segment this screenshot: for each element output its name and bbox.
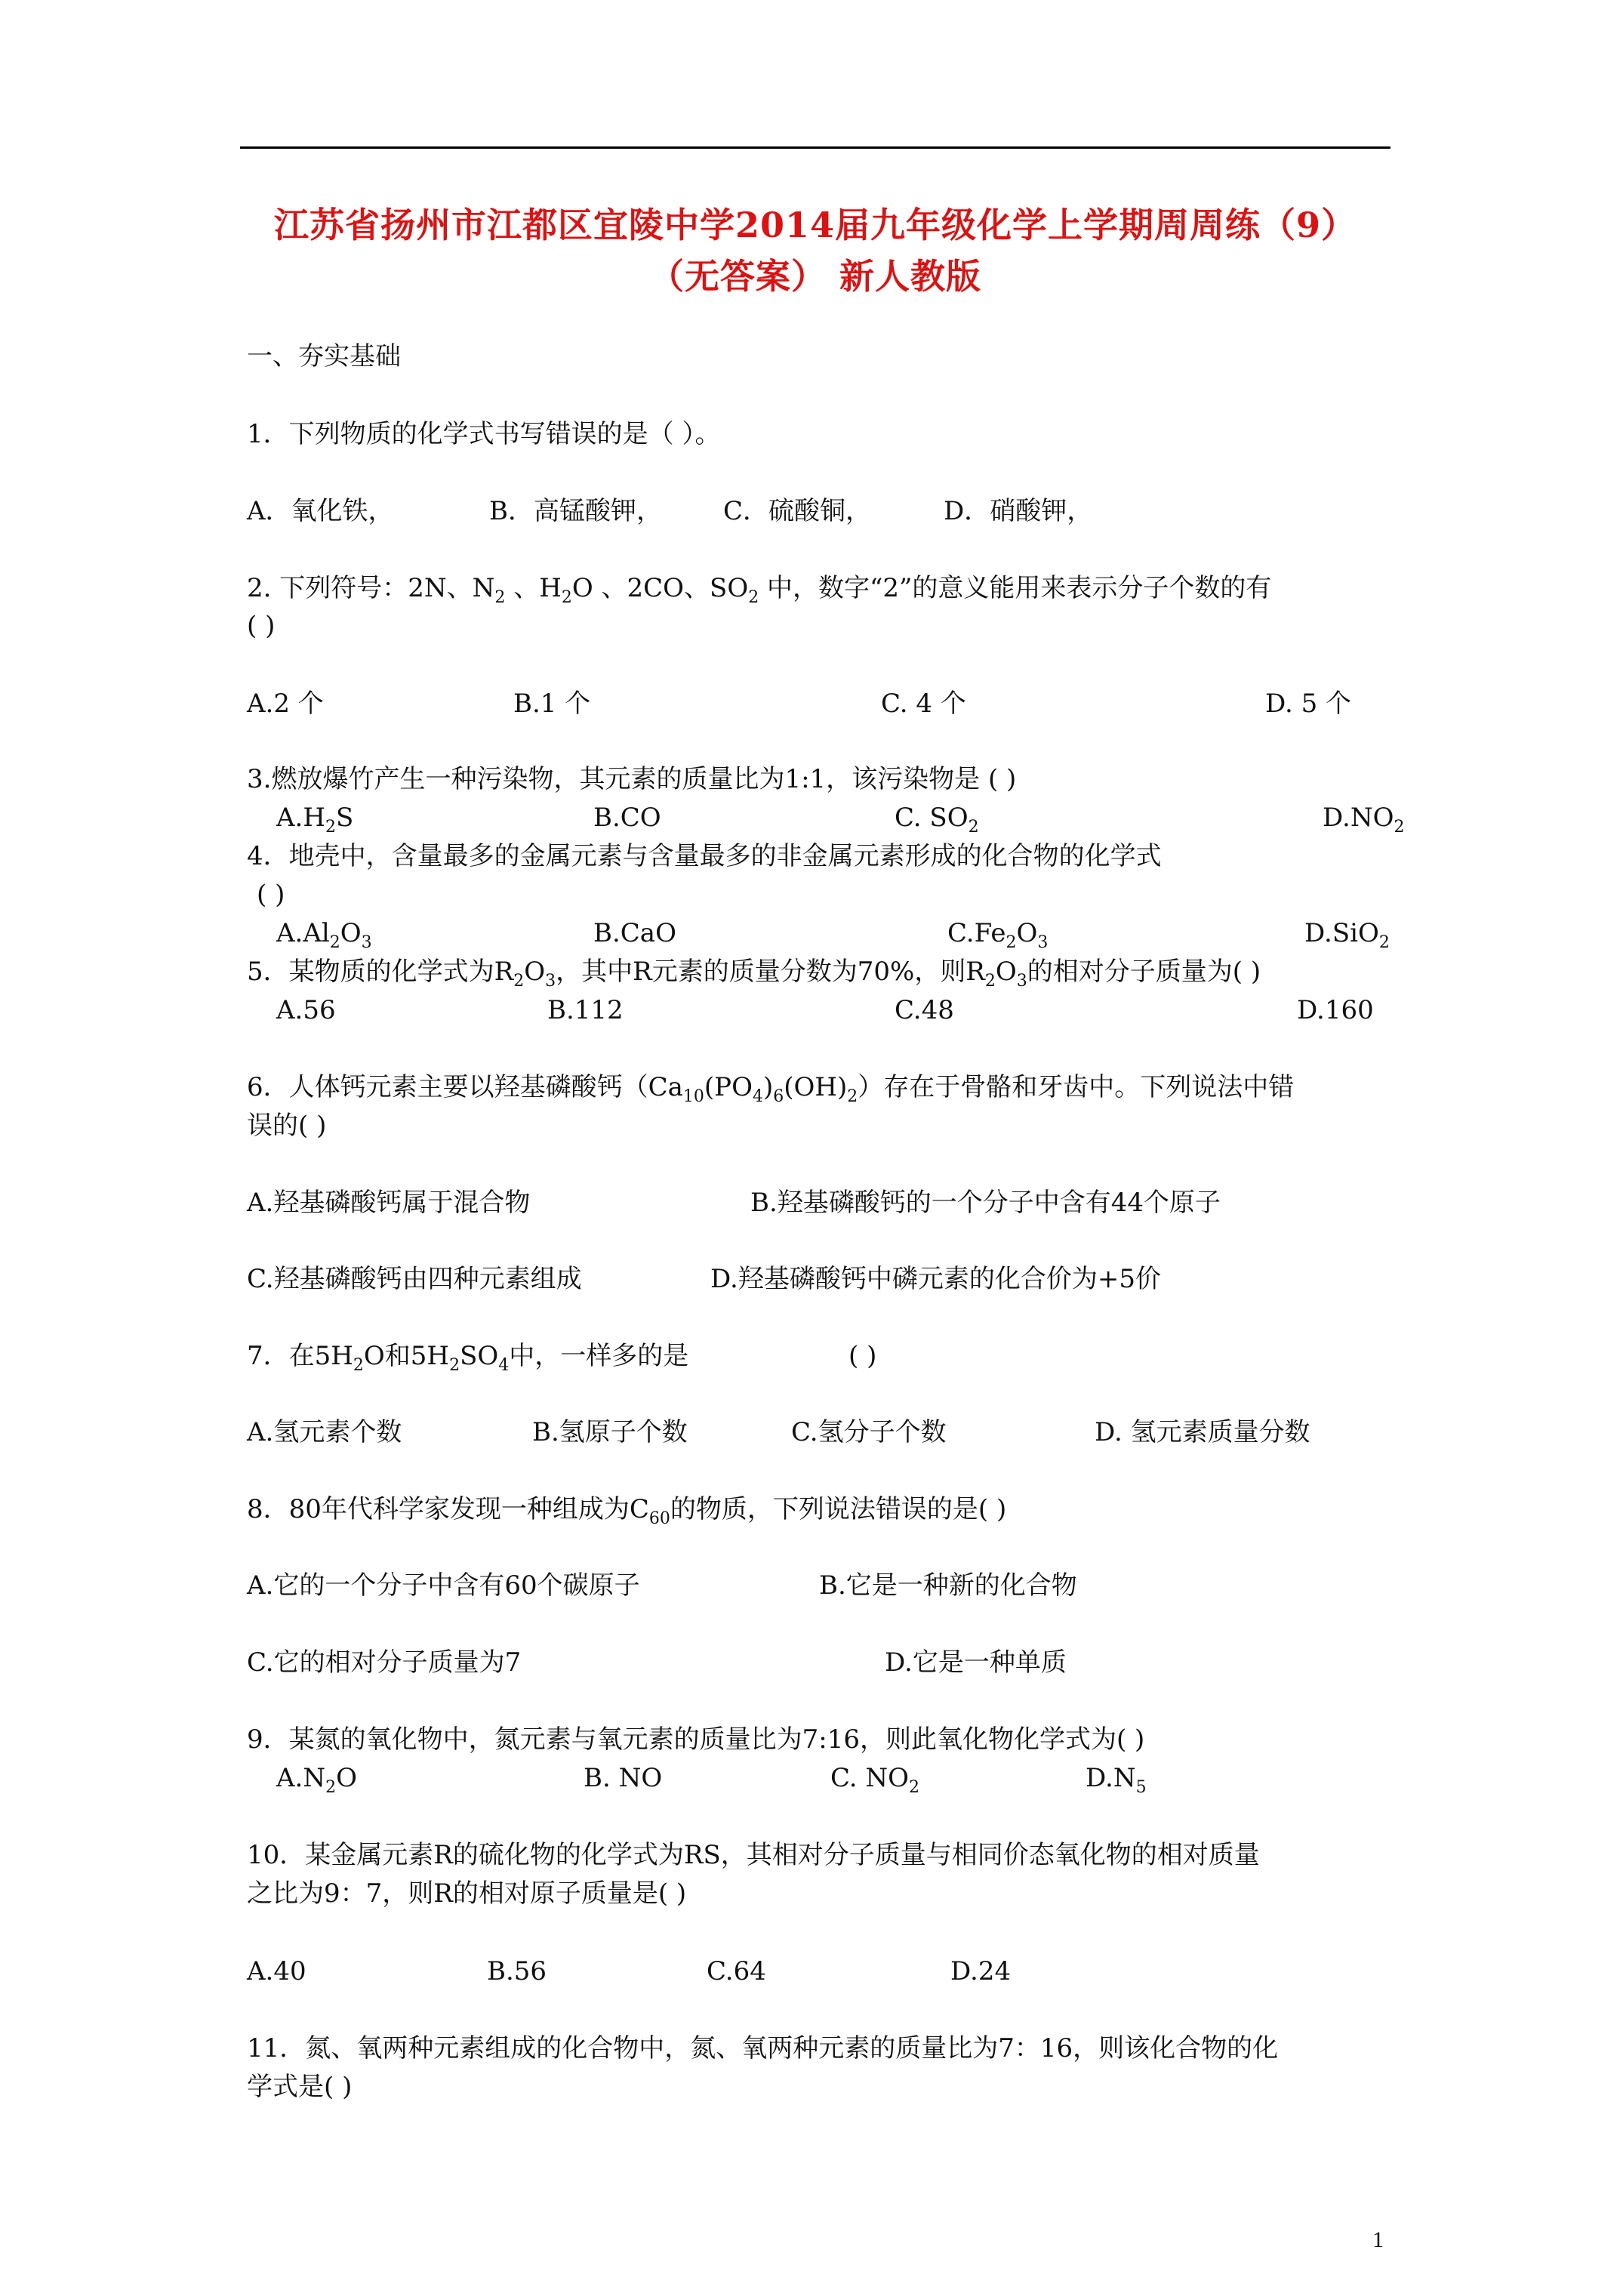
question-6-stem-line2: 误的( ) <box>247 1111 327 1141</box>
question-4-option-d: D.SiO$_2$ <box>1304 918 1390 952</box>
question-10-option-d: D.24 <box>950 1956 1012 1986</box>
question-5-option-b: B.112 <box>547 995 624 1025</box>
question-7-option-a: A.氢元素个数 <box>247 1417 402 1447</box>
question-9-stem: 9．某氮的氧化物中，氮元素与氧元素的质量比为7:16，则此氧化物化学式为( ) <box>247 1724 1145 1755</box>
question-7-option-d: D. 氢元素质量分数 <box>1095 1417 1310 1447</box>
question-9-option-c: C. $NO_2$ <box>830 1763 920 1797</box>
question-1-option-d: D．硝酸钾， <box>944 496 1093 526</box>
question-10-option-a: A.40 <box>247 1956 306 1986</box>
question-6-option-b: B.羟基磷酸钙的一个分子中含有44个原子 <box>750 1188 1221 1218</box>
question-4-option-c: $C.Fe_2O_3$ <box>947 918 1049 952</box>
question-2-option-d: D. 5 个 <box>1265 689 1352 719</box>
question-10-stem-line2: 之比为9：7，则R的相对原子质量是( ) <box>247 1878 687 1909</box>
question-9-option-d: $D.N_5$ <box>1086 1763 1147 1797</box>
question-1-stem: 1．下列物质的化学式书写错误的是（ ）。 <box>247 419 721 449</box>
question-6-option-a: A.羟基磷酸钙属于混合物 <box>247 1188 531 1218</box>
question-1-option-a: A．氧化铁， <box>247 496 394 526</box>
question-8-stem: 8．80年代科学家发现一种组成为$C_{60}$的物质，下列说法错误的是( ) <box>247 1494 1007 1528</box>
question-3-option-a: $A.H_2S$ <box>276 803 354 837</box>
question-5-option-d: D.160 <box>1297 995 1374 1025</box>
question-2-option-a: A.2 个 <box>247 689 324 719</box>
question-10-option-c: C.64 <box>707 1956 766 1986</box>
question-3-option-c: C. $SO_2$ <box>895 803 979 837</box>
question-10-stem-line1: 10．某金属元素R的硫化物的化学式为RS，其相对分子质量与相同价态氧化物的相对质量 <box>247 1840 1260 1870</box>
question-6-option-c: C.羟基磷酸钙由四种元素组成 <box>247 1264 582 1294</box>
question-5-stem: 5．某物质的化学式为$R_2O_3$，其中R元素的质量分数为70%，则$R_2O_3$的相对分子质量为( ) <box>247 957 1261 991</box>
question-4-stem: 4．地壳中，含量最多的金属元素与含量最多的非金属元素形成的化合物的化学式 <box>247 841 1162 871</box>
question-8-option-c: C.它的相对分子质量为7 <box>247 1647 522 1678</box>
document-title-line1: 江苏省扬州市江都区宜陵中学2014届九年级化学上学期周周练（9） <box>273 205 1357 245</box>
question-3-stem: 3.燃放爆竹产生一种污染物，其元素的质量比为1:1，该污染物是 ( ) <box>247 764 1017 794</box>
question-8-option-a: A.它的一个分子中含有60个碳原子 <box>247 1570 640 1601</box>
question-2-option-b: B.1 个 <box>513 689 591 719</box>
question-1-option-c: C．硫酸铜， <box>723 496 872 526</box>
question-9-option-a: $A.N_2O$ <box>276 1763 357 1797</box>
question-2-option-c: C. 4 个 <box>881 689 966 719</box>
question-4-answer-paren: ( ) <box>257 880 285 910</box>
question-2-stem: 2. 下列符号：2N、$N_2$ 、$H_2O$ 、2CO、$SO_2$ 中，数字“2”的意义能用来表示分子个数的有 <box>247 573 1272 607</box>
question-5-option-a: A.56 <box>276 995 336 1025</box>
question-5-option-c: C.48 <box>895 995 954 1025</box>
question-8-option-b: B.它是一种新的化合物 <box>819 1570 1077 1601</box>
question-4-option-a: $A.Al_2O_3$ <box>276 918 372 952</box>
section-heading: 一、夯实基础 <box>247 341 401 371</box>
question-7-option-b: B.氢原子个数 <box>532 1417 688 1447</box>
question-10-option-b: B.56 <box>487 1956 547 1986</box>
header-rule <box>240 146 1390 149</box>
question-9-option-b: B. NO <box>584 1763 663 1793</box>
question-7-option-c: C.氢分子个数 <box>791 1417 947 1447</box>
question-6-stem: 6．人体钙元素主要以羟基磷酸钙$(Ca_{10}(PO_4)_6(OH)_2)$存在于骨骼和牙齿中。下列说法中错 <box>247 1072 1295 1106</box>
question-11-stem-line2: 学式是( ) <box>247 2072 353 2102</box>
question-11-stem-line1: 11．氮、氧两种元素组成的化合物中，氮、氧两种元素的质量比为7：16，则该化合物的化 <box>247 2033 1279 2063</box>
page-number: 1 <box>1372 2227 1384 2252</box>
question-7-answer-paren: ( ) <box>848 1341 877 1371</box>
question-6-option-d: D.羟基磷酸钙中磷元素的化合价为+5价 <box>710 1264 1161 1294</box>
question-3-option-d: $D.NO_2$ <box>1323 803 1405 837</box>
question-7-stem: 7．在$5H_2O$和$5H_2SO_4$中，一样多的是 <box>247 1341 689 1375</box>
question-3-option-b: B.CO <box>593 803 661 833</box>
question-1-option-b: B．高锰酸钾， <box>489 496 662 526</box>
question-2-answer-paren: ( ) <box>247 611 276 641</box>
question-4-option-b: B.CaO <box>593 918 676 948</box>
document-title-line2: （无答案） 新人教版 <box>648 256 981 297</box>
question-8-option-d: D.它是一种单质 <box>885 1647 1067 1678</box>
